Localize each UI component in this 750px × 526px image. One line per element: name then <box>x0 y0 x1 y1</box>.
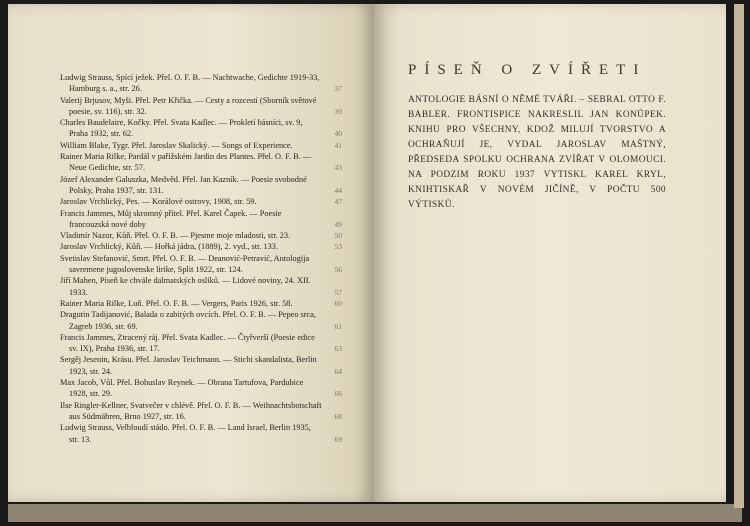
toc-entry-text: Francis Jammes, Ztracený ráj. Přel. Svata Kadlec. — Čtyřverší (Poesie edice sv. IX), Praha 1936, str. 17. <box>60 332 315 354</box>
toc-entry <box>60 174 342 197</box>
toc-entry-text: Ludwig Strauss, Velbloudí stádo. Přel. O. F. B. — Land Israel, Berlin 1935, str. 13. <box>60 423 311 444</box>
toc-page-number: 61 <box>334 321 342 331</box>
toc-entry-text: Dragutin Tadijanović, Balada o zabitých ovcích. Přel. O. F. B. — Pepeo srca, Zagreb 1936, str. 69. <box>60 310 316 331</box>
toc-entry <box>60 309 342 332</box>
toc-entry-text: Max Jacob, Vůl. Přel. Bohuslav Reynek. — Obrana Tartufova, Pardubice 1928, str. 29. <box>60 378 304 399</box>
toc-entry-text: Valerij Brjusov, Myši. Přel. Petr Křička. — Cesty a rozcestí (Sborník světové poesie, sv. 116), str. 32. <box>60 95 317 116</box>
toc-entry-text: Jaroslav Vrchlický, Kůň. — Hořká jádra, (1889), 2. vyd., str. 133. <box>60 242 279 252</box>
toc-entry <box>60 230 342 241</box>
toc-page-number: 37 <box>334 84 342 94</box>
toc-page-number: 47 <box>334 197 342 207</box>
toc-entry <box>60 332 342 355</box>
toc-page-number: 60 <box>334 298 342 308</box>
toc-entry <box>60 298 342 309</box>
toc-page-number: 63 <box>334 344 342 354</box>
toc-entry <box>60 400 342 423</box>
toc-entry <box>60 72 342 95</box>
toc-page-number: 40 <box>334 129 342 139</box>
toc-entry <box>60 422 342 445</box>
toc-entry-text: William Blake, Tygr. Přel. Jaroslav Skalický. — Songs of Experience. <box>60 140 293 150</box>
toc-entry <box>60 140 342 151</box>
toc-page-number: 50 <box>334 231 342 241</box>
toc-entry <box>60 208 342 231</box>
colophon-text: ANTOLOGIE BÁSNÍ O NĚMÉ TVÁŘI. – SEBRAL OTTO F. BABLER. FRONTISPICE NAKRESLIL JAN KONŮPEK. KNIHU PRO VŠECHNY, KDOŽ MILUJÍ TVORSTVO A OCHRAŇUJÍ JE, VYDAL JAROSLAV MAŠTNÝ, PŘEDSEDA SPOLKU OCHRANA ZVÍŘAT V OLOMOUCI. NA PODZIM ROKU 1937 VYTISKL KAREL KRYL, KNIHTISKAŘ V NOVÉM JIČÍNĚ, V POČTU 500 VÝTISKŮ. <box>408 95 666 210</box>
toc-entry-text: Ludwig Strauss, Spící ježek. Přel. O. F. B. — Nachtwache, Gedichte 1919-33, Hamburg s. a., str. 26. <box>60 73 320 94</box>
toc-entry <box>60 354 342 377</box>
table-of-contents <box>60 72 342 445</box>
toc-page-number: 57 <box>334 287 342 297</box>
toc-entry-text: Charles Baudelaire, Kočky. Přel. Svata Kadlec. — Prokletí básníci, sv. 9, Praha 1932, str. 62. <box>60 118 303 139</box>
toc-entry <box>60 117 342 140</box>
toc-page-number: 69 <box>334 434 342 444</box>
toc-page-number: 44 <box>334 185 342 195</box>
toc-entry <box>60 253 342 276</box>
toc-entry-text: Rainer Maria Rilke, Pardál v pařížském Jardin des Plantes. Přel. O. F. B. — Neue Gedichte, str. 57. <box>60 152 312 173</box>
toc-entry-text: Francis Jammes, Můj skromný přítel. Přel. Karel Čapek. — Poesie francouzská nové doby <box>60 208 282 229</box>
toc-entry <box>60 275 342 298</box>
toc-entry <box>60 95 342 118</box>
toc-entry <box>60 377 342 400</box>
toc-page-number: 49 <box>334 219 342 229</box>
book-bottom-edge <box>8 504 742 522</box>
toc-entry-text: Jaroslav Vrchlický, Pes. — Korálové ostrovy, 1908, str. 59. <box>60 197 257 207</box>
toc-entry-text: Svetislav Stefanović, Smrt. Přel. O. F. B. — Deanović-Petravić, Antologija savremene jugoslovenske lirike, Split 1922, str. 124. <box>60 253 310 275</box>
toc-page-number: 53 <box>334 242 342 252</box>
toc-page-number: 66 <box>334 389 342 399</box>
toc-entry-text: Vladimír Nazor, Kůň. Přel. O. F. B. — Pjesme moje mladosti, str. 23. <box>60 231 291 241</box>
toc-page-number: 64 <box>334 366 342 376</box>
toc-page-number: 56 <box>334 265 342 275</box>
toc-entry <box>60 241 342 252</box>
toc-entry-text: Rainer Maria Rilke, Luň. Přel. O. F. B. — Vergers, Paris 1926, str. 58. <box>60 298 293 308</box>
book-title: PÍSEŇ O ZVÍŘETI <box>408 62 647 78</box>
toc-page-number: 43 <box>334 163 342 173</box>
toc-page-number: 41 <box>334 140 342 150</box>
toc-entry-text: Jiří Mahen, Píseň ke chvále dalmatských oslíků. — Lidové noviny, 24. XII. 1933. <box>60 276 311 297</box>
toc-page-number: 68 <box>334 411 342 421</box>
book-right-edge <box>734 4 744 508</box>
toc-entry-text: Józef Alexander Galuszka, Medvěd. Přel. Jan Kazník. — Poesie svobodné Polsky, Praha 1937, str. 131. <box>60 174 307 195</box>
toc-entry <box>60 196 342 207</box>
toc-page-number: 39 <box>334 106 342 116</box>
toc-entry-text: Sergěj Jesenin, Krásu. Přel. Jaroslav Teichmann. — Stichi skandalista, Berlin 1923, str. 24. <box>60 355 317 376</box>
toc-entry-text: Ilse Ringler-Kellner, Svatvečer v chlévě. Přel. O. F. B. — Weihnachtsbotschaft aus Südmähren, Brno 1927, str. 16. <box>60 400 322 421</box>
toc-entry <box>60 151 342 174</box>
